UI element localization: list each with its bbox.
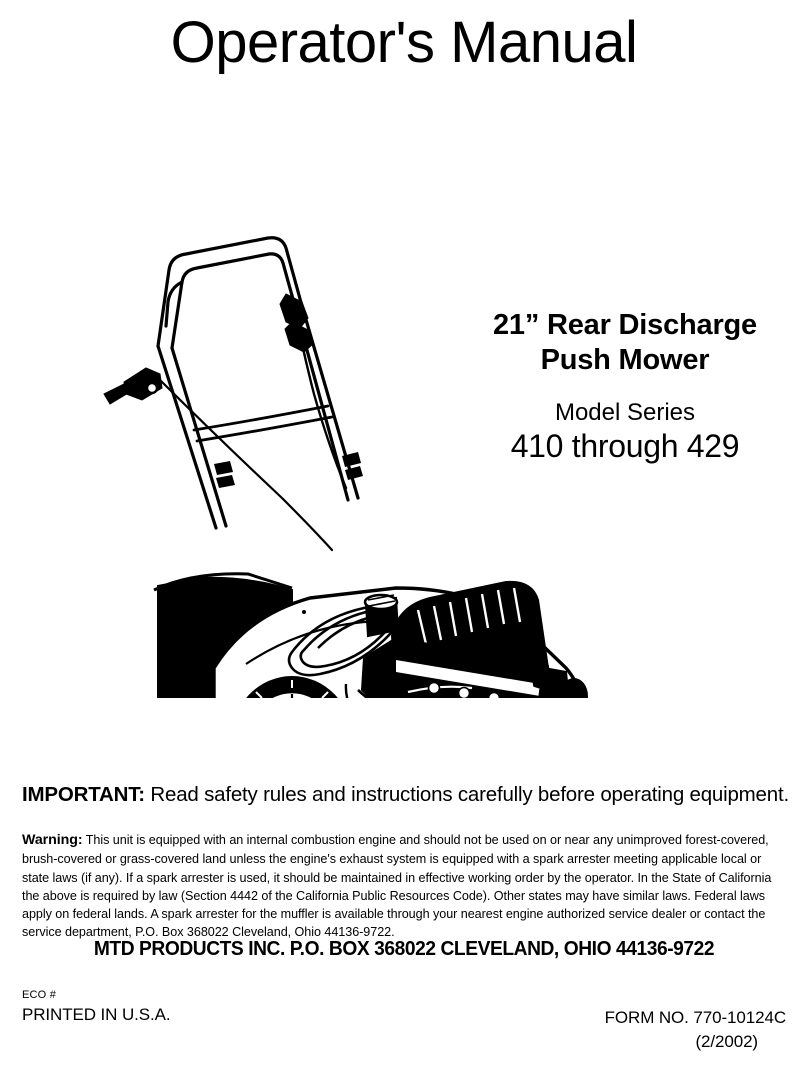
important-text: Read safety rules and instructions carefully before operating equipment. bbox=[144, 783, 789, 806]
footer-right bbox=[605, 1007, 786, 1053]
product-title bbox=[460, 308, 790, 379]
form-date: (2/2002) bbox=[695, 1032, 758, 1052]
footer-left bbox=[22, 989, 171, 1026]
form-number: FORM NO. 770-10124C bbox=[604, 1008, 786, 1027]
product-title-line-1: 21” Rear Discharge bbox=[493, 309, 757, 341]
product-info-block bbox=[460, 308, 790, 464]
company-address: MTD PRODUCTS INC. P.O. BOX 368022 CLEVELAND, OHIO 44136-9722 bbox=[93, 938, 715, 960]
important-notice bbox=[22, 783, 792, 808]
warning-label: Warning: bbox=[22, 832, 83, 848]
important-label: IMPORTANT: bbox=[22, 783, 145, 806]
page-title: Operator's Manual bbox=[170, 10, 638, 75]
warning-text: This unit is equipped with an internal combustion engine and should not be used on or near any unimproved forest-covered, brush-covered or grass-covered land unless the engine's exhaust system is equipped with a spark arrester meeting applicable local or state laws (if any). If a spark arrester is used, it should be maintained in effective working order by the operator. In the State of California the above is required by law (Section 4442 of the California Public Resources Code). Other states may have similar laws. Federal laws apply on federal lands. A spark arrester for the muffler is available through your nearest engine authorized service dealer or contact the service department, P.O. Box 368022 Cleveland, Ohio 44136-9722. bbox=[22, 833, 772, 939]
model-series-label: Model Series bbox=[554, 398, 696, 426]
printed-in-label: PRINTED IN U.S.A. bbox=[22, 1004, 171, 1024]
product-title-line-2: Push Mower bbox=[540, 344, 710, 377]
eco-number-label: ECO # bbox=[22, 989, 57, 1001]
warning-notice bbox=[22, 830, 780, 941]
model-series-range: 410 through 429 bbox=[510, 428, 740, 465]
